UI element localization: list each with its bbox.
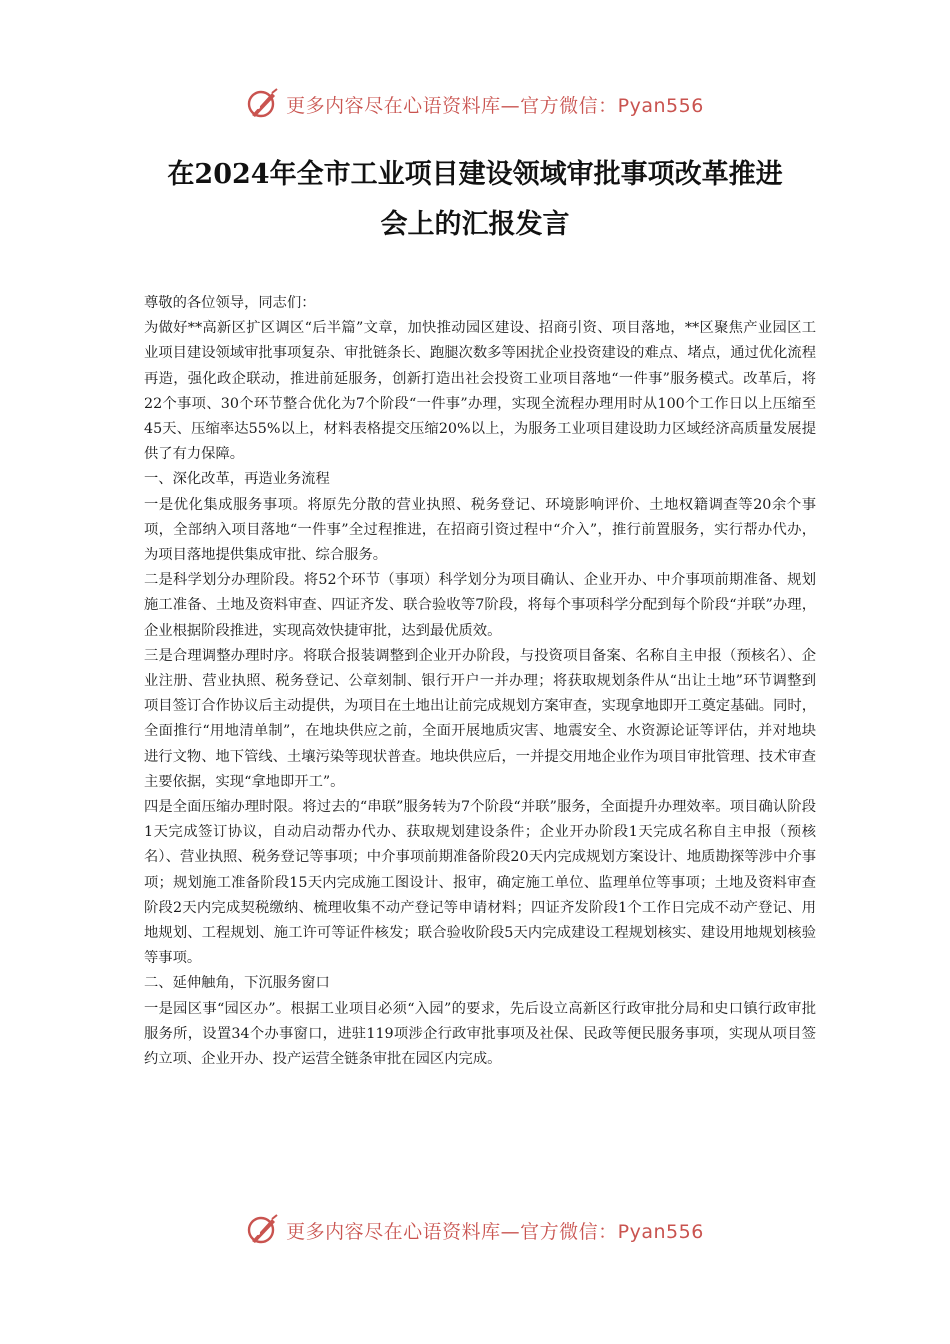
paragraph-1-1: 一是优化集成服务事项。将原先分散的营业执照、税务登记、环境影响评价、土地权籍调查等20余个事项，全部纳入项目落地“一件事”全过程推进，在招商引资过程中“介入”，推行前置服务，实行帮办代办，为项目落地提供集成审批、综合服务。 (144, 496, 816, 564)
title-line-2: 会上的汇报发言 (380, 209, 570, 240)
paragraph-2-1: 一是园区事“园区办”。根据工业项目必须“入园”的要求，先后设立高新区行政审批分局和史口镇行政审批服务所，设置34个办事窗口，进驻119项涉企行政审批事项及社保、民政等便民服务事项，实现从项目签约立项、企业开办、投产运营全链条审批在园区内完成。 (144, 1000, 816, 1068)
watermark-text: 更多内容尽在心语资料库—官方微信：Pyan556 (286, 1220, 704, 1243)
title-line-1: 在2024年全市工业项目建设领域审批事项改革推进 (167, 159, 783, 190)
paragraph-intro: 为做好**高新区扩区调区“后半篇”文章，加快推动园区建设、招商引资、项目落地，**区聚焦产业园区工业项目建设领域审批事项复杂、审批链条长、跑腿次数多等困扰企业投资建设的难点、堵点，通过优化流程再造，强化政企联动，推进前延服务，创新打造出社会投资工业项目落地“一件事”服务模式。改革后，将22个事项、30个环节整合优化为7个阶段“一件事”办理，实现全流程办理用时从100个工作日以上压缩至45天、压缩率达55%以上，材料表格提交压缩20%以上，为服务工业项目建设助力区域经济高质量发展提供了有力保障。 (144, 320, 816, 463)
watermark-header (0, 84, 950, 124)
paragraph-1-2: 二是科学划分办理阶段。将52个环节（事项）科学划分为项目确认、企业开办、中介事项前期准备、规划施工准备、土地及资料审查、四证齐发、联合验收等7阶段，将每个事项科学分配到每个阶段“并联”办理，企业根据阶段推进，实现高效快捷审批，达到最优质效。 (144, 572, 816, 639)
document-title (100, 150, 850, 250)
salutation: 尊敬的各位领导，同志们： (144, 295, 316, 311)
document-body (144, 291, 816, 1072)
pen-circle-logo-icon (246, 1213, 280, 1247)
paragraph-1-3: 三是合理调整办理时序。将联合报装调整到企业开办阶段，与投资项目备案、名称自主申报（预核名）、企业注册、营业执照、税务登记、公章刻制、银行开户一并办理；将获取规划条件从“出让土地”环节调整到项目签订合作协议后主动提供，为项目在土地出让前完成规划方案审查，实现拿地即开工奠定基础。同时，全面推行“用地清单制”，在地块供应之前，全面开展地质灾害、地震安全、水资源论证等评估，并对地块进行文物、地下管线、土壤污染等现状普查。地块供应后，一并提交用地企业作为项目审批管理、技术审查主要依据，实现“拿地即开工”。 (144, 647, 816, 790)
watermark-text: 更多内容尽在心语资料库—官方微信：Pyan556 (286, 94, 704, 117)
section-heading-1: 一、深化改革，再造业务流程 (144, 471, 330, 488)
paragraph-1-4: 四是全面压缩办理时限。将过去的“串联”服务转为7个阶段“并联”服务，全面提升办理效率。项目确认阶段1天完成签订协议，自动启动帮办代办、获取规划建设条件；企业开办阶段1天完成名称自主申报（预核名）、营业执照、税务登记等事项；中介事项前期准备阶段20天内完成规划方案设计、地质勘探等涉中介事项；规划施工准备阶段15天内完成施工图设计、报审，确定施工单位、监理单位等事项；土地及资料审查阶段2天内完成契税缴纳、梳理收集不动产登记等申请材料；四证齐发阶段1个工作日完成不动产登记、用地规划、工程规划、施工许可等证件核发；联合验收阶段5天内完成建设工程规划核实、建设用地规划核验等事项。 (144, 799, 816, 967)
pen-circle-logo-icon (246, 87, 280, 121)
watermark-footer (0, 1210, 950, 1250)
section-heading-2: 二、延伸触角，下沉服务窗口 (144, 975, 330, 992)
